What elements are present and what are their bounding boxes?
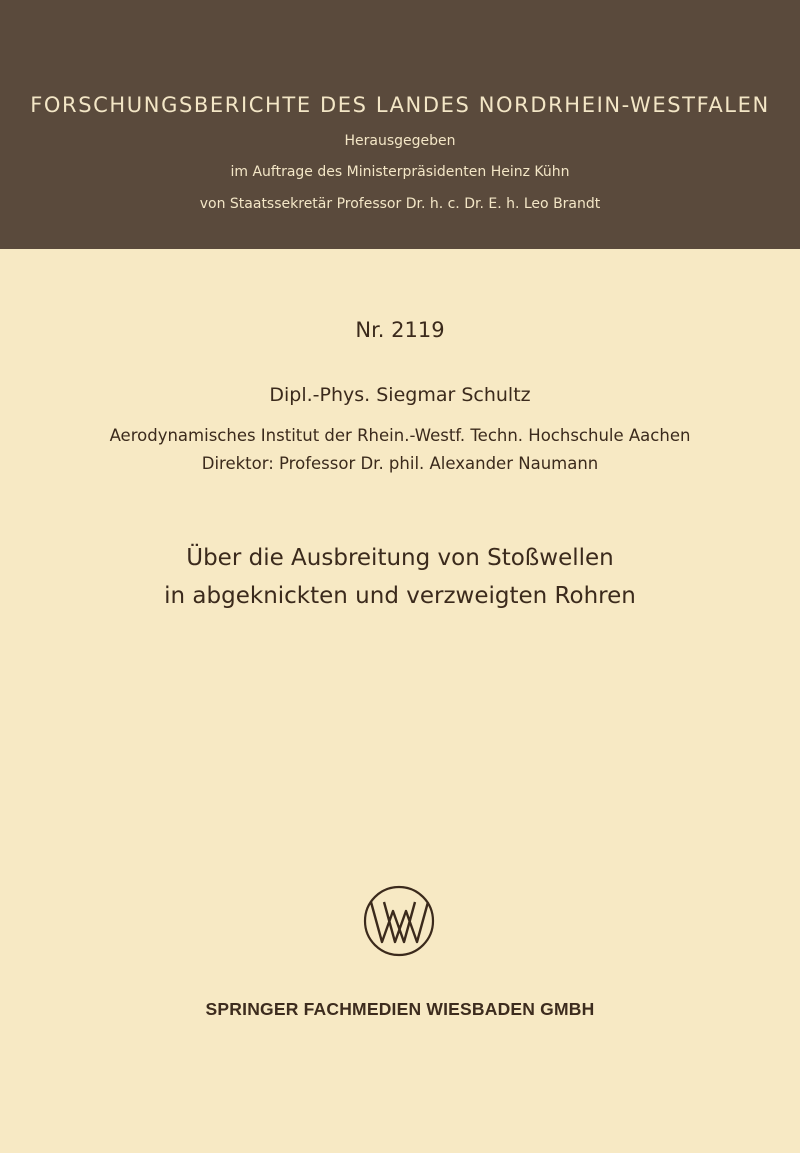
ww-publisher-logo-icon	[362, 884, 436, 958]
book-title-line-1: Über die Ausbreitung von Stoßwellen	[186, 545, 614, 571]
series-title: FORSCHUNGSBERICHTE DES LANDES NORDRHEIN-WESTFALEN	[30, 93, 770, 117]
author-name: Dipl.-Phys. Siegmar Schultz	[269, 384, 531, 406]
publisher-name: SPRINGER FACHMEDIEN WIESBADEN GMBH	[205, 999, 595, 1019]
editor-line-commission: im Auftrage des Ministerpräsidenten Heinz Kühn	[230, 164, 570, 180]
director-line: Direktor: Professor Dr. phil. Alexander Naumann	[201, 454, 599, 473]
series-header-band	[0, 0, 800, 249]
institute-line: Aerodynamisches Institut der Rhein.-Westf. Techn. Hochschule Aachen	[109, 426, 691, 445]
book-title-line-2: in abgeknickten und verzweigten Rohren	[164, 583, 636, 609]
editor-line-editor: von Staatssekretär Professor Dr. h. c. Dr. E. h. Leo Brandt	[199, 196, 601, 212]
editor-line-herausgegeben: Herausgegeben	[344, 133, 456, 149]
report-number: Nr. 2119	[355, 318, 445, 342]
